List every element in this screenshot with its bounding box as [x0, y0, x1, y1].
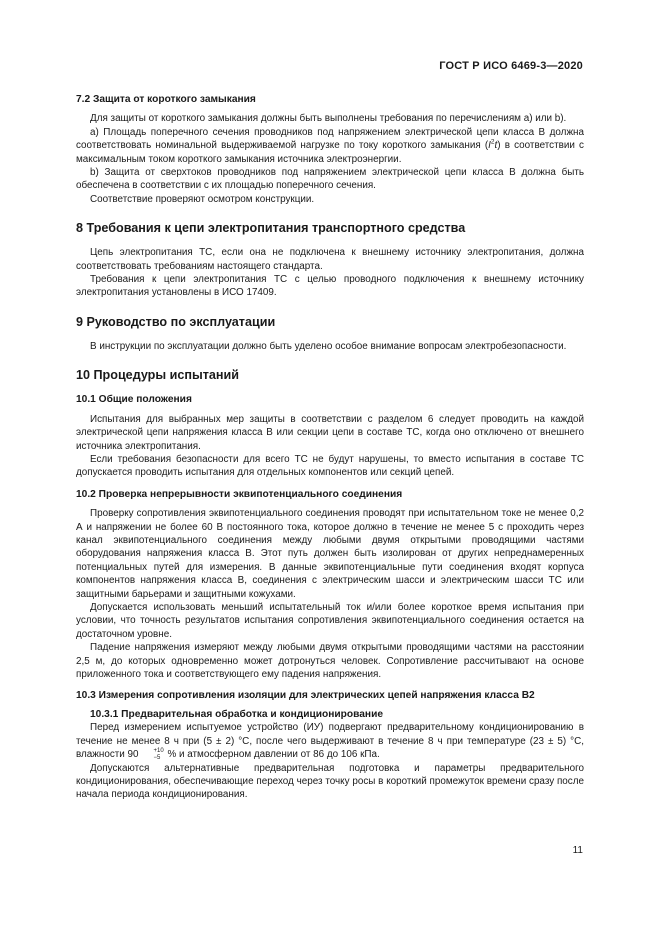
- paragraph: b) Защита от сверхтоков проводников под напряжением электрической цепи класса В должна быть обеспечена в соответствии с их площадью поперечного сечения.: [76, 167, 584, 192]
- paragraph: Цепь электропитания ТС, если она не подключена к внешнему источнику электропитания, должна соответствовать требованиям настоящего стандарта.: [76, 247, 584, 272]
- section-10-2-title: 10.2 Проверка непрерывности эквипотенциального соединения: [76, 488, 403, 500]
- document-header: ГОСТ Р ИСО 6469-3—2020: [439, 60, 583, 72]
- paragraph: Если требования безопасности для всего ТС не будут нарушены, то вместо испытания в составе ТС допускается проводить испытания для отдельных компонентов или секций цепей.: [76, 453, 584, 479]
- section-8-title: 8 Требования к цепи электропитания транспортного средства: [76, 221, 466, 236]
- paragraph: Перед измерением испытуемое устройство (ИУ) подвергают предварительному кондиционированию в течение не менее 8 ч при (5 ± 2) °С, после чего выдерживают в течение 8 ч при температуре (23 ± 5) °С, влажности 90 +10 −5 % и атмосферном давлении от 86 до 106 кПа.: [76, 722, 584, 761]
- paragraph: Допускаются альтернативные предварительная подготовка и параметры предварительного кондиционирования, обеспечивающие переход через точку росы в короткий промежуток времени сразу после начала периода кондиционирования.: [76, 762, 584, 801]
- page-content: [76, 93, 584, 802]
- paragraph: Допускается использовать меньший испытательный ток и/или более короткое время испытания при условии, что точность результатов испытания сопротивления эквипотенциального соединения остается на достаточном уровне.: [76, 601, 584, 640]
- paragraph: Проверку сопротивления эквипотенциального соединения проводят при испытательном токе не менее 0,2 А и напряжении не более 60 В постоянного тока, которое должно в течение не менее 5 с проходить через канал эквипотенциального соединения между любыми двумя открытыми проводящими частями оборудования напряжения класса В. Этот путь должен быть изолирован от других непреднамеренных потенциальных путей для измерения. В данные эквипотенциальные пути соединения входят корпуса компонентов напряжения класса В, соединения с электрическим шасси и электрическим шасси ТС или защитными барьерами и защитными кожухами.: [76, 508, 584, 600]
- paragraph: Падение напряжения измеряют между любыми двумя открытыми проводящими частями на расстоянии 2,5 м, до которых одновременно может дотронуться человек. Сопротивление рассчитывают на основе приложенного тока и соответствующего ему падения напряжения.: [76, 642, 584, 680]
- paragraph: Испытания для выбранных мер защиты в соответствии с разделом 6 следует проводить на каждой электрической цепи напряжения класса В или секции цепи в составе ТС, когда оно отключено от внешнего источника электропитания.: [76, 413, 584, 452]
- section-10-3-title: 10.3 Измерения сопротивления изоляции для электрических цепей напряжения класса В2: [76, 690, 535, 702]
- paragraph: а) Площадь поперечного сечения проводников под напряжением электрической цепи класса В должна соответствовать номинальной выдерживаемой нагрузке по току короткого замыкания $(I^2t)$ в соответствии с максимальным током короткого замыкания источника электроэнергии.: [76, 126, 584, 165]
- section-10-title: 10 Процедуры испытаний: [76, 368, 239, 383]
- paragraph: В инструкции по эксплуатации должно быть уделено особое внимание вопросам электробезопасности.: [90, 340, 567, 352]
- section-10-1-title: 10.1 Общие положения: [76, 394, 192, 406]
- section-9-title: 9 Руководство по эксплуатации: [76, 314, 276, 329]
- section-10-3-1-title: 10.3.1 Предварительная обработка и кондиционирование: [90, 708, 383, 720]
- paragraph: Требования к цепи электропитания ТС с целью проводного подключения к внешнему источнику электропитания установлены в ИСО 17409.: [76, 274, 584, 299]
- tolerance-value: +10 −5: [153, 748, 164, 761]
- paragraph: Для защиты от короткого замыкания должны быть выполнены требования по перечислениям а) или b).: [90, 113, 567, 125]
- section-7-2-title: 7.2 Защита от короткого замыкания: [76, 94, 256, 105]
- paragraph: Соответствие проверяют осмотром конструкции.: [90, 193, 315, 205]
- page-number: 11: [572, 845, 583, 856]
